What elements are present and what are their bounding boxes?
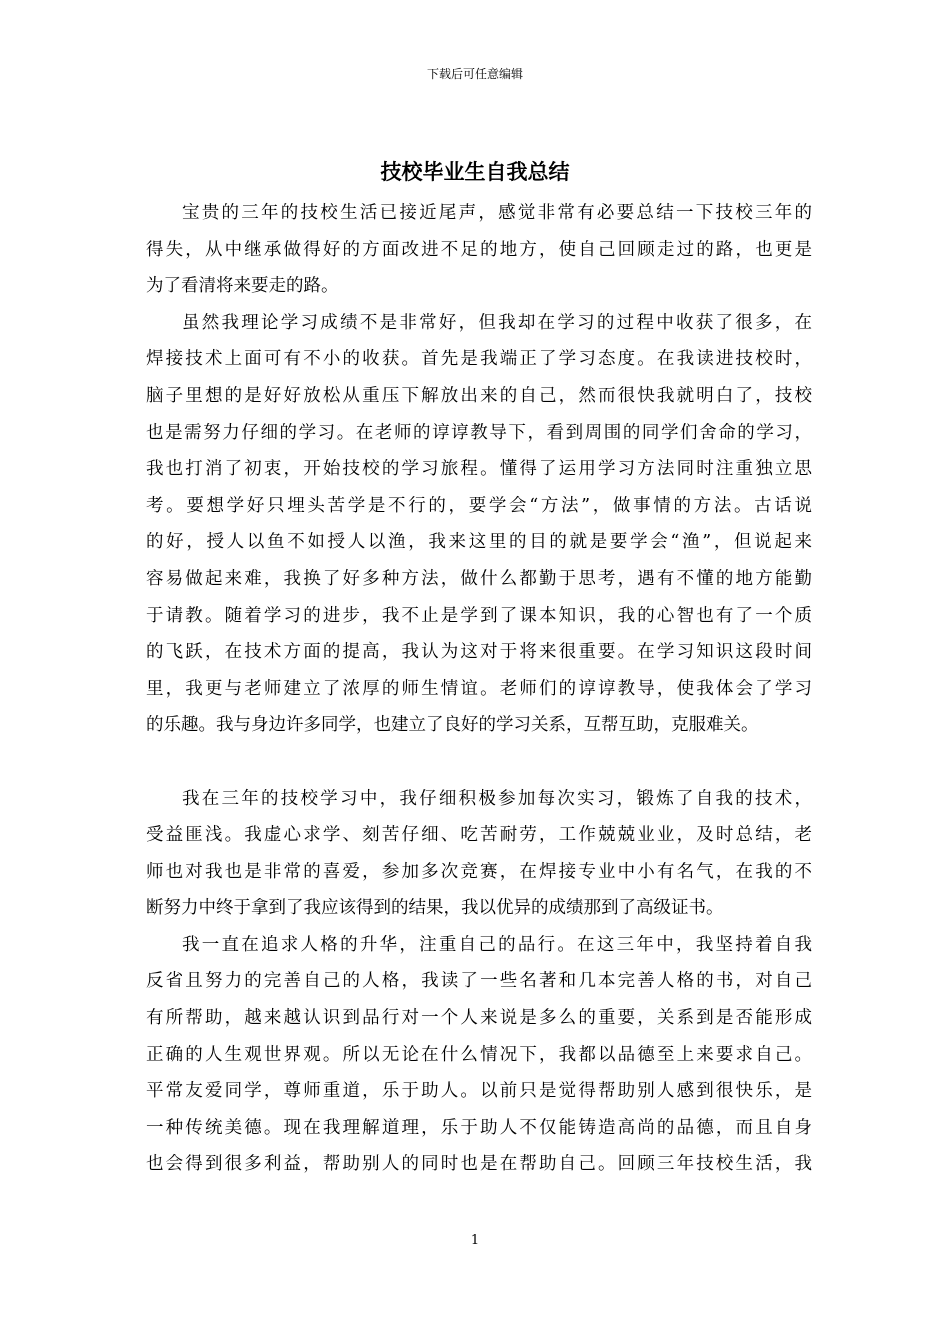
paragraph-4-line-5: 平常友爱同学，尊师重道，乐于助人。以前只是觉得帮助别人感到很快乐，是 [146,1081,812,1102]
paragraph-2-line-3: 脑子里想的是好好放松从重压下解放出来的自己，然而很快我就明白了，技校 [146,385,812,406]
paragraph-2-line-9: 于请教。随着学习的进步，我不止是学到了课本知识，我的心智也有了一个质 [146,605,812,626]
paragraph-2-line-10: 的飞跃，在技术方面的提高，我认为这对于将来很重要。在学习知识这段时间 [146,642,812,663]
paragraph-2-line-7: 的好，授人以鱼不如授人以渔，我来这里的目的就是要学会“渔”，但说起来 [146,532,812,553]
paragraph-gap [146,744,812,781]
paragraph-2-line-11: 里，我更与老师建立了浓厚的师生情谊。老师们的谆谆教导，使我体会了学习 [146,678,812,699]
paragraph-4-line-4: 正确的人生观世界观。所以无论在什么情况下，我都以品德至上来要求自己。 [146,1044,812,1065]
paragraph-3-line-1: 我在三年的技校学习中，我仔细积极参加每次实习，锻炼了自我的技术， [182,788,812,809]
paragraph-4-line-7: 也会得到很多利益，帮助别人的同时也是在帮助自己。回顾三年技校生活，我 [146,1154,812,1175]
paragraph-3-line-3: 师也对我也是非常的喜爱，参加多次竞赛，在焊接专业中小有名气，在我的不 [146,861,812,882]
paragraph-2-line-4: 也是需努力仔细的学习。在老师的谆谆教导下，看到周围的同学们舍命的学习， [146,422,812,443]
paragraph-1-line-3: 为了看清将来要走的路。 [146,276,339,297]
paragraph-1-line-1: 宝贵的三年的技校生活已接近尾声，感觉非常有必要总结一下技校三年的 [182,203,812,223]
paragraph-2-line-1: 虽然我理论学习成绩不是非常好，但我却在学习的过程中收获了很多，在 [182,312,812,333]
document-title: 技校毕业生自我总结 [380,160,570,184]
paragraph-2-line-6: 考。要想学好只埋头苦学是不行的，要学会“方法”，做事情的方法。古话说 [146,495,812,516]
paragraph-4-line-2: 反省且努力的完善自己的人格，我读了一些名著和几本完善人格的书，对自己 [146,971,812,992]
paragraph-2-line-8: 容易做起来难，我换了好多种方法，做什么都勤于思考，遇有不懂的地方能勤 [146,568,812,589]
paragraph-3-line-2: 受益匪浅。我虚心求学、刻苦仔细、吃苦耐劳，工作兢兢业业，及时总结，老 [146,825,812,846]
paragraph-3-line-4: 断努力中终于拿到了我应该得到的结果，我以优异的成绩那到了高级证书。 [146,898,724,919]
paragraph-2-line-2: 焊接技术上面可有不小的收获。首先是我端正了学习态度。在我读进技校时， [146,349,812,370]
paragraph-2-line-12: 的乐趣。我与身边许多同学，也建立了良好的学习关系，互帮互助，克服难关。 [146,715,759,736]
paragraph-2-line-5: 我也打消了初衷，开始技校的学习旅程。懂得了运用学习方法同时注重独立思 [146,459,812,480]
document-body [146,195,812,1183]
paragraph-1-line-2: 得失，从中继承做得好的方面改进不足的地方，使自己回顾走过的路，也更是 [146,239,812,260]
paragraph-4-line-6: 一种传统美德。现在我理解道理，乐于助人不仅能铸造高尚的品德，而且自身 [146,1117,812,1138]
paragraph-4-line-1: 我一直在追求人格的升华，注重自己的品行。在这三年中，我坚持着自我 [182,934,812,955]
paragraph-4-line-3: 有所帮助，越来越认识到品行对一个人来说是多么的重要，关系到是否能形成 [146,1008,812,1029]
page-number: 1 [470,1233,480,1248]
page-header: 下载后可任意编辑 [426,67,523,81]
